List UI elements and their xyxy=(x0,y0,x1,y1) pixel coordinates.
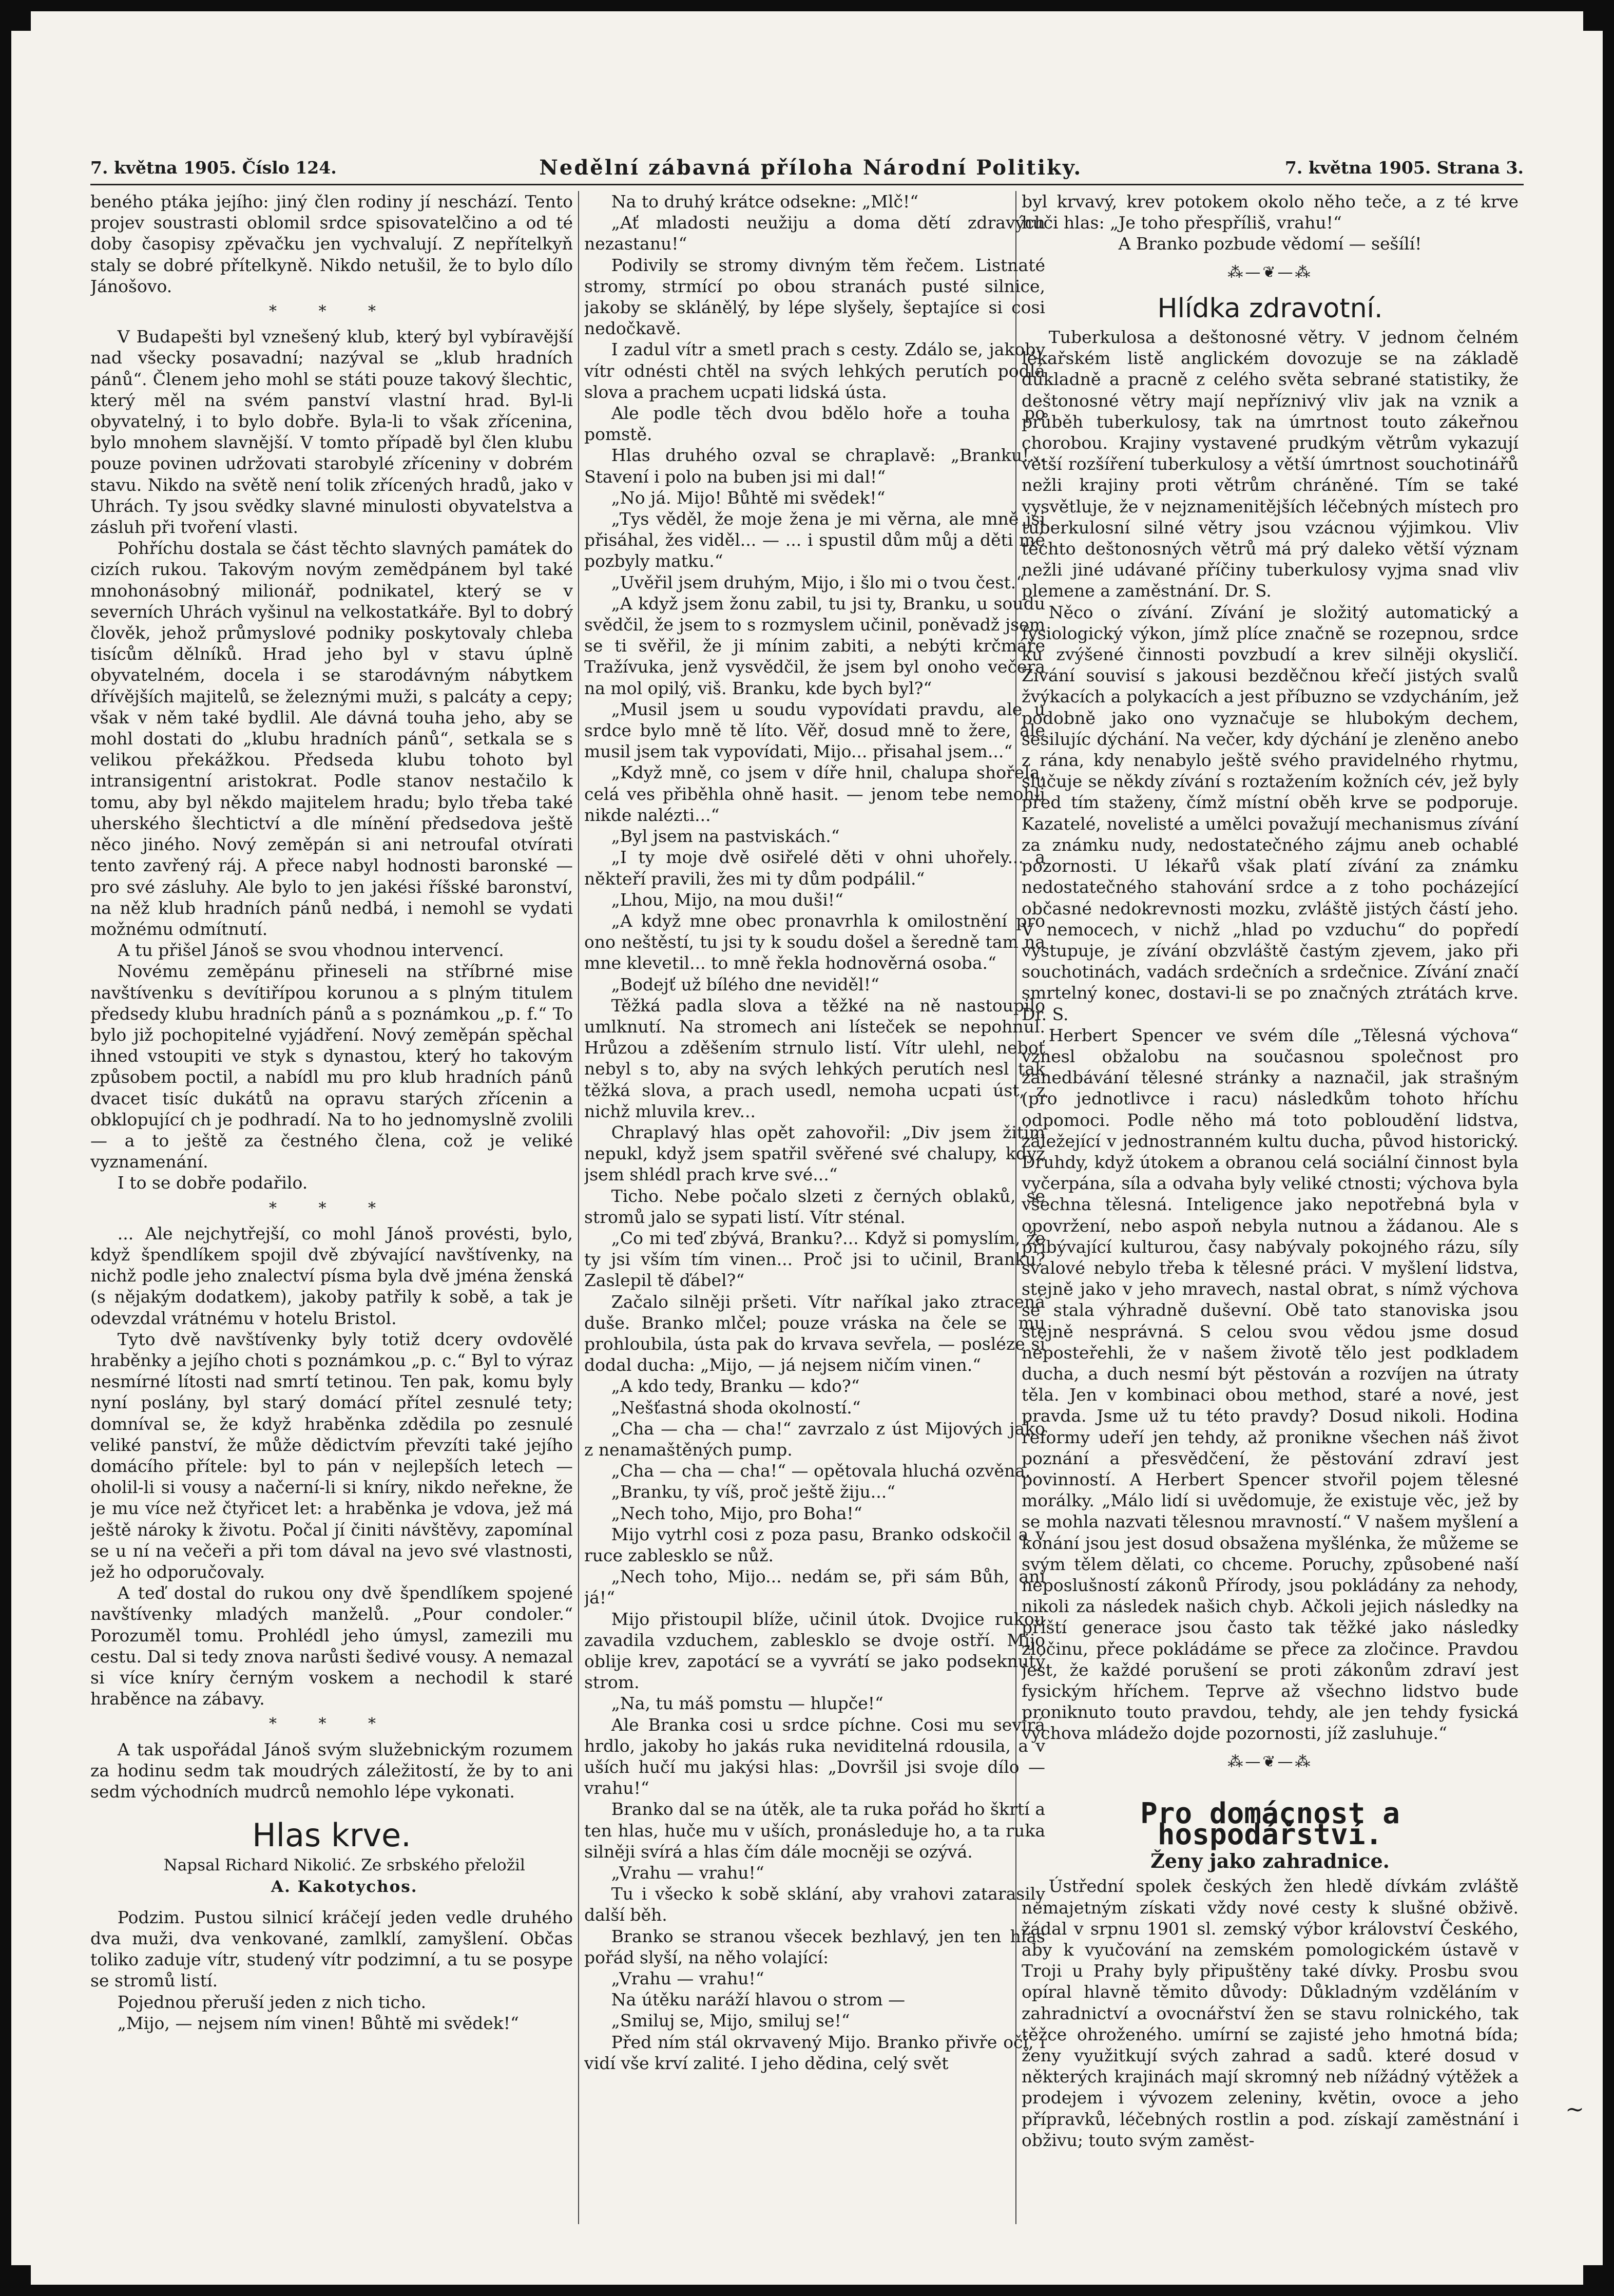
paragraph: Ale podle těch dvou bdělo hoře a touha po pomstě. xyxy=(584,403,1045,445)
paragraph: Tu i všecko k sobě sklání, aby vrahovi zatarasily další běh. xyxy=(584,1884,1045,1925)
paragraph: „Vrahu — vrahu!“ xyxy=(611,1968,764,1989)
section-heading-household: Pro domácnost a hospodářství. xyxy=(1140,1796,1400,1852)
paragraph: Těžká padla slova a těžké na ně nastoupilo umlknutí. Na stromech ani lísteček se nepohnul. Hrůzou a zděšením strnulo listí. Vítr ulehl, neboť nebyl s to, aby na svých lehkých perutích nesl tak těžká slova, a prach usedl, nemoha ucpati úst, z nichž mluvila krev... xyxy=(584,995,1045,1121)
paragraph: Pohříchu dostala se část těchto slavných památek do cizích rukou. Takovým novým zemědpánem byl také mnohonásobný milionář, podnikatel, který se v severních Uhrách vyšinul na velkostatkáře. Byl to dobrý člověk, jehož průmyslové podniky poskytovaly chleba tisícům dělníků. Hrad jeho byl v stavu úplně obyvatelném, docela i se starodávným nábytkem dřívějších majitelů, se železnými muži, s palcáty a cepy; však v něm také bydlil. Ale dávná touha jeho, aby se mohl dostati do „klubu hradních pánů“, setkala se s velikou překážkou. Předseda klubu tohoto byl intransigentní aristokrat. Podle stanov nestačilo k tomu, aby byl někdo majitelem hradu; bylo třeba také uherského šlechtictví a dle mínění předsedova ještě něco jiného. Nový zeměpán si ani netroufal otvírati tento zavřený ráj. A přece nabyl hodnosti baronské — pro své zásluhy. Ale bylo to jen jakési říšské baronství, na něž klub hradních pánů nedbá, i nemohl se vydati možnému odmítnutí. xyxy=(90,538,573,939)
paragraph: „Nech toho, Mijo, pro Boha!“ xyxy=(611,1503,862,1523)
header-rule xyxy=(90,184,1524,185)
section-subheading: Ženy jako zahradnice. xyxy=(1150,1849,1390,1873)
section-separator: * * * xyxy=(268,1199,395,1217)
paragraph: Chraplavý hlas opět zahovořil: „Div jsem žitím nepukl, když jsem spatřil svěřené své chalupy, když jsem shlédl prach krve své...“ xyxy=(584,1122,1045,1185)
paragraph: Mijo vytrhl cosi z poza pasu, Branko odskočil a v ruce zablesklo se nůž. xyxy=(584,1524,1045,1565)
paragraph: Na to druhý krátce odsekne: „Mlč!“ xyxy=(611,192,919,212)
paragraph: „Nešťastná shoda okolností.“ xyxy=(611,1397,861,1418)
paragraph: Hlas druhého ozval se chraplavě: „Branku!... Stavení i polo na buben jsi mi dal!“ xyxy=(584,445,1045,487)
paragraph: Branko dal se na útěk, ale ta ruka pořád ho škrtí a ten hlas, huče mu v uších, pronásleduje ho, a ta ruka silněji svírá a hlas čím dále mocněji se ozývá. xyxy=(584,1799,1045,1862)
paragraph: „Bodejť už bílého dne neviděl!“ xyxy=(611,974,879,994)
paragraph: I zadul vítr a smetl prach s cesty. Zdálo se, jakoby vítr odnésti chtěl na svých lehkých perutích podlá slova a prachem ucpati lidská ústa. xyxy=(584,339,1045,402)
paragraph: „Ať mladosti neužiju a doma dětí zdravých nezastanu!“ xyxy=(584,213,1045,254)
paragraph: „Lhou, Mijo, na mou duši!“ xyxy=(611,889,843,910)
paragraph: Ale Branka cosi u srdce píchne. Cosi mu sevírá hrdlo, jakoby ho jakás ruka neviditelná rdousila, a v uších hučí mu jakýsi hlas: „Dovršil jsi svoje dílo — vrahu!“ xyxy=(584,1714,1045,1798)
paragraph: Novému zeměpánu přineseli na stříbrné mise navštívenku s devítiřípou korunou a s plným titulem předsedy klubu hradních pánů a s poznámkou „p. f.“ To bylo již pochopitelné vyjádření. Nový zeměpán spěchal ihned vstoupiti ve styk s dynastou, který ho takovým způsobem poctil, a nabídl mu pro klub hradních pánů dvacet tisíc dukátů na opravu starých zřícenin a obklopující ch je podhradí. Na to ho jednomyslně zvolili — a to ještě za čestného člena, což je veliké vyznamenání. xyxy=(90,961,573,1172)
paragraph: „A když mne obec pronavrhla k omilostnění pro ono neštěstí, tu jsi ty k soudu došel a šeredně tam na mne klevetil... to mně řekla hodnověrná osoba.“ xyxy=(584,910,1045,973)
paragraph: beného ptáka jejího: jiný člen rodiny jí neschází. Tento projev soustrasti oblomil srdce spisovatelčino a od té doby časopisy zpěvačku jen vychvalují. Z nepřítelkyň staly se dobré přítelkyně. Nikdo netušil, že to bylo dílo Jánošovo. xyxy=(90,192,573,296)
ornament-divider: ⁂—❦—⁂ xyxy=(1227,1752,1313,1771)
paragraph: Tuberkulosa a deštonosné větry. V jednom čelném lékařském listě anglickém dovozuje se na základě důkladně a pracně z celého světa sebrané statistiky, že deštonosné větry mají nepříznivý vliv jak na vznik a průběh tuberkulosy, tak na úmrtnost touto zákeřnou chorobou. Krajiny vystavené prudkým větrům vykazují větší rozšíření tuberkulosy a větší úmrtnost souchotinářů nežli krajiny proti větrům chráněné. Tím se také vysvětluje, že v nejznamenitějších léčebných místech pro tuberkulosní silné větry jsou vzácnou výjimkou. Vliv těchto deštonosných větrů má prý daleko větší význam nežli jiné udávané příčiny tuberkulosy vyjma snad vliv plemene a zaměstnání. Dr. S. xyxy=(1022,327,1519,601)
paragraph: Pojednou přeruší jeden z nich ticho. xyxy=(117,1992,427,2012)
paragraph: Něco o zívání. Zívání je složitý automatický a fysiologický výkon, jímž plíce značně se rozepnou, srdce ku zvýšené činnosti povzbudí a krev silněji okysličí. Zívání souvisí s jakousi bezděčnou křečí jistých svalů žvýkacích a polykacích a jest příbuzno se vzdycháním, jež podobně jako ono vyznačuje se hlubokým dechem, sesilujíc dýchání. Na večer, kdy dýchání je zleněno anebo z rána, kdy nenabylo ještě svého pravidelného rhytmu, slučuje se někdy zívání s roztažením kožních cév, jež byly před tím staženy, čímž místní oběh krve se podporuje. Kazatelé, novelisté a umělci považují mechanismus zívání za známku nudy, nedostatečného zájmu aneb ochablé pozornosti. U lékařů však platí zívání za známku nedostatečného stahování srdce a z toho pocházející občasné nedokrevnosti mozku, zvláště jistých částí jeho. V nemocech, v nichž „hlad po vzduchu“ do popředí vystupuje, je zívání obzvláště častým zjevem, jako při souchotinách, vadách srdečních a srdečnice. Zívání značí smrtelný konec, dostavi-li se po značných ztrátách krve. Dr. S. xyxy=(1022,602,1519,1024)
paragraph: „Byl jsem na pastviskách.“ xyxy=(611,826,840,847)
paragraph: Na útěku naráží hlavou o strom — xyxy=(611,1989,906,2010)
paragraph: A teď dostal do rukou ony dvě špendlíkem spojené navštívenky mladých manželů. „Pour condoler.“ Porozuměl tomu. Prohlédl jeho úmysl, zamezili mu cestu. Dal si tedy znova narůsti šedivé vousy. A nemazal si více kníry černým voskem a nechodil k staré hraběnce na zábavy. xyxy=(90,1583,573,1709)
section-separator: * * * xyxy=(268,1715,395,1733)
paragraph: „I ty moje dvě osiřelé děti v ohni uhořely... a někteří pravili, žes mi ty dům podpálil.“ xyxy=(584,847,1045,889)
registration-mark xyxy=(0,2265,31,2296)
section-heading-health: Hlídka zdravotní. xyxy=(1157,293,1383,324)
story-byline: Napsal Richard Nikolić. Ze srbského přeložil xyxy=(163,1856,525,1875)
paragraph: „Branku, ty víš, proč ještě žiju...“ xyxy=(611,1482,896,1502)
paragraph: Ticho. Nebe počalo slzeti z černých oblaků, se stromů jalo se sypati listí. Vítr sténal. xyxy=(584,1185,1045,1227)
header-date-right: 7. května 1905. Strana 3. xyxy=(1284,157,1524,178)
section-separator: * * * xyxy=(268,302,395,321)
paragraph: Začalo silněji pršeti. Vítr naříkal jako ztracená duše. Branko mlčel; pouze vráska na čele se mu prohloubila, ústa pak do krvava sevřela, — posléze si dodal ducha: „Mijo, — já nejsem ničím vinen.“ xyxy=(584,1291,1045,1375)
page-header xyxy=(90,153,1524,182)
registration-mark xyxy=(0,0,31,31)
paragraph: A Branko pozbude vědomí — sešílí! xyxy=(1118,234,1422,254)
column-1 xyxy=(90,191,573,2224)
paragraph: „Musil jsem u soudu vypovídati pravdu, ale u srdce bylo mně tě líto. Věř, dosud mně to žere, ale musil jsem tak vypovídati, Mijo... přisahal jsem...“ xyxy=(584,699,1045,762)
paragraph: byl krvavý, krev potokem okolo něho teče, a z té krve huči hlas: „Je toho přespříliš, vrahu!“ xyxy=(1022,192,1519,233)
paragraph: Herbert Spencer ve svém díle „Tělesná výchova“ vznesl obžalobu na současnou společnost pro zanedbávání tělesné stránky a naznačil, jak strašným (pro jednotlivce i racu) následkům tohoto hříchu odpomoci. Podle něho má toto pobloudění lidstva, záležející v jednostranném kultu ducha, původ historický. Druhdy, když útokem a obranou celá sociální činnost byla vyčerpána, síla a odvaha byly veliké ctnosti; výchova byla všechna tělesná. Inteligence jako nepotřebná byla v opovržení, nebo aspoň nebyla nutnou a žádanou. Ale s příbývající kulturou, časy nabývaly pokojného rázu, síly svalové nebylo třeba k tělesné práci. V myšlení lidstva, stejně jako v jeho mravech, nastal obrat, s nímž výchova se stala výhradně duševní. Obě tato stanoviska jsou stejně nesprávná. S celou svou vědou jsme dosud neposteřehli, že v našem životě tělo jest podkladem ducha, a duch nesmí být pěstován a rozvíjen na útraty těla. Jen v kombinaci obou method, staré a nové, jest pravda. Jsme už tu této pravdy? Dosud nikoli. Hodina reformy udeří jen tehdy, až pronikne všechen náš život poznání a přesvědčení, že pěstování zdraví jest povinností. A Herbert Spencer stvořil pojem tělesné morálky. „Málo lidí si uvědomuje, že existuje věc, jež by se mohla nazvati tělesnou mravností.“ V našem myšlení a konání jsou jest dosud obsažena myšlénka, že můžeme se svým tělem dělati, co chceme. Poruchy, způsobené naší neposlušností zákonů Přírody, jsou pokládány za nehody, nikoli za následek našich chyb. Ačkoli jejich následky na příští generace jsou často tak těžké jako následky zločinu, přece pokládáme se přece za zločince. Pravdou jest, že každé porušení se proti zákonům zdraví jest fysickým hříchem. Teprve až všechno lidstvo bude proniknuto touto pravdou, tehdy, ale jen tehdy fysická výchova mládežo dojde pozornosti, jíž zasluhuje.“ xyxy=(1022,1025,1519,1744)
paragraph: „A kdo tedy, Branku — kdo?“ xyxy=(611,1376,860,1396)
paragraph: „Nech toho, Mijo... nedám se, při sám Bůh, ani já!“ xyxy=(584,1566,1045,1608)
paragraph: A tak uspořádal Jánoš svým služebnickým rozumem za hodinu sedm tak moudrých záležitostí, že by to ani sedm východních mudrců nemohlo lépe vykonati. xyxy=(90,1739,573,1802)
paragraph: Branko se stranou všecek bezhlavý, jen ten hlas pořád slyší, na něho volající: xyxy=(584,1926,1045,1967)
paragraph: Podivily se stromy divným těm řečem. Listnaté stromy, strmící po obou stranách pusté silnice, jakoby se sklánělý, by lépe slyšely, šeptajíce si cosi nedočkavě. xyxy=(584,255,1045,339)
paragraph: Tyto dvě navštívenky byly totiž dcery ovdovělé hraběnky a jejího choti s poznámkou „p. c.“ Byl to výraz nesmírné lítosti nad smrtí tetinou. Ten pak, komu byly nyní poslány, byl starý domácí přítel zesnulé tety; domníval se, že když hraběnka zdědila po zesnulé veliké panství, že může dědictvím převzíti také jejího domácího přítele: byl to pán v nejlepších letech — oholil-li si vousy a načerní-li si kníry, nikdo neřekne, že je mu více než čtyřicet let: a hraběnka je vdova, jež má ještě nároky k životu. Počal jí činiti návštěvy, zapomínal se u ní na večeři a při tom dával na jevo své vlastnosti, jež ho odporučovaly. xyxy=(90,1329,573,1582)
paragraph: Ústřední spolek českých žen hledě dívkám zvláště nemajetným získati vždy nové cesty k slušné obživě. žádal v srpnu 1901 sl. zemský výbor království Českého, aby k vyučování na zemském pomologickém ústavě v Troji u Prahy byly připuštěny také dívky. Prosbu svou opíral hlavně těmito důvody: Důkladným vzděláním v zahradnictví a ovocnářství žen se stavu rolnického, tak těžce ohroženého. umírní se zajisté jeho hmotná bída; ženy využitkují svých zahrad a sadů. které dosud v některých krajinách mají skromný neb nížádný výtěžek a prodejem i vývozem zeleniny, květin, ovoce a jeho přípravků, léčebných rostlin a pod. získají zaměstnání i obživu; touto svým zaměst- xyxy=(1022,1876,1519,2150)
paragraph: „Tys věděl, že moje žena je mi věrna, ale mně jsi přisáhal, žes viděl... — ... i spustil dům můj a děti mé pozbyly matku.“ xyxy=(584,509,1045,571)
registration-mark xyxy=(1583,2265,1614,2296)
header-date-left: 7. května 1905. Číslo 124. xyxy=(90,157,337,178)
paragraph: V Budapešti byl vznešený klub, který byl vybíravější nad všecky posavadní; nazýval se „klub hradních pánů“. Členem jeho mohl se státi pouze takový šlechtic, který měl na svém panství vlastní hrad. Byl-li obyvatelný, i to bylo dobře. Byla-li to však zřícenina, bylo mnohem slavnější. V tomto případě byl člen klubu pouze povinen udržovati starobylé zříceniny v dobrém stavu. Nikdo na světě není tolik zřícených hradů, jako v Uhrách. Ty jsou svědky slavné minulosti obyvatelstva a zásluh při tvoření vlasti. xyxy=(90,327,573,538)
paragraph: „No já. Mijo! Bůhtě mi svědek!“ xyxy=(611,487,886,508)
translator-name: A. Kakotychos. xyxy=(271,1877,418,1896)
paragraph: „Cha — cha — cha!“ — opětovala hluchá ozvěna. xyxy=(611,1461,1031,1481)
paragraph: I to se dobře podařilo. xyxy=(117,1173,308,1193)
column-2 xyxy=(584,191,1045,2224)
registration-mark xyxy=(1583,0,1614,31)
paragraph: „Cha — cha — cha!“ zavrzalo z úst Mijových jako z nenamaštěných pump. xyxy=(584,1418,1045,1460)
paragraph: A tu přišel Jánoš se svou vhodnou intervencí. xyxy=(117,940,504,961)
paragraph: „Smiluj se, Mijo, smiluj se!“ xyxy=(611,2011,850,2031)
paragraph: Podzim. Pustou silnicí kráčejí jeden vedle druhého dva muži, dva venkované, zamlklí, zamyšlení. Občas toliko zaduje vítr, studený vítr podzimní, a tu se posype se stromů listí. xyxy=(90,1907,573,1991)
header-title: Nedělní zábavná příloha Národní Politiky. xyxy=(539,155,1083,180)
ornament-divider: ⁂—❦—⁂ xyxy=(1227,263,1313,281)
paragraph: Před ním stál okrvavený Mijo. Branko přivře oči, i vidí vše krví zalité. I jeho dědina, celý svět xyxy=(584,2032,1045,2073)
continuation-mark: ~ xyxy=(1565,2096,1584,2122)
column-3 xyxy=(1022,191,1519,2224)
paragraph: „Co mi teď zbývá, Branku?... Když si pomyslím, že ty jsi vším tím vinen... Proč jsi to učinil, Branku? Zaslepil tě ďábel?“ xyxy=(584,1228,1045,1291)
paragraph: „Když mně, co jsem v díře hnil, chalupa shořela, celá ves přiběhla ohně hasit. — jenom tebe nemohli nikde nalézti...“ xyxy=(584,762,1045,825)
story-translator xyxy=(90,1877,573,1898)
paragraph: Mijo přistoupil blíže, učinil útok. Dvojice rukou zavadila vzduchem, zablesklo se dvoje ostří. Mijo oblije krev, zapotácí se a vyvrátí se jako podseknutý strom. xyxy=(584,1609,1045,1693)
paragraph: „A když jsem žonu zabil, tu jsi ty, Branku, u soudu svědčil, že jsem to s rozmyslem učinil, poněvadž jsem se ti svěřil, že ji mínim zabiti, a nebýti krčmáře Tražívuka, jenž vysvědčil, že jsem byl onoho večera na mol opilý, viš. Branku, kde bych byl?“ xyxy=(584,593,1045,698)
paragraph: „Mijo, — nejsem ním vinen! Bůhtě mi svědek!“ xyxy=(117,2013,519,2033)
paragraph: „Vrahu — vrahu!“ xyxy=(611,1863,764,1883)
story-title: Hlas krve. xyxy=(252,1816,411,1854)
column-divider xyxy=(578,191,579,2224)
paragraph: „Na, tu máš pomstu — hlupče!“ xyxy=(611,1693,883,1714)
paragraph: „Uvěřil jsem druhým, Mijo, i šlo mi o tvou čest.“ xyxy=(611,572,1025,592)
paragraph: ... Ale nejchytřejší, co mohl Jánoš provésti, bylo, když špendlíkem spojil dvě zbývající navštívenky, na nichž podle jeho znalectví písma byla dvě jména ženská (s nějakým dodatkem), jakoby patřily k sobě, a tak je odevzdal vrátnému v hotelu Bristol. xyxy=(90,1223,573,1328)
